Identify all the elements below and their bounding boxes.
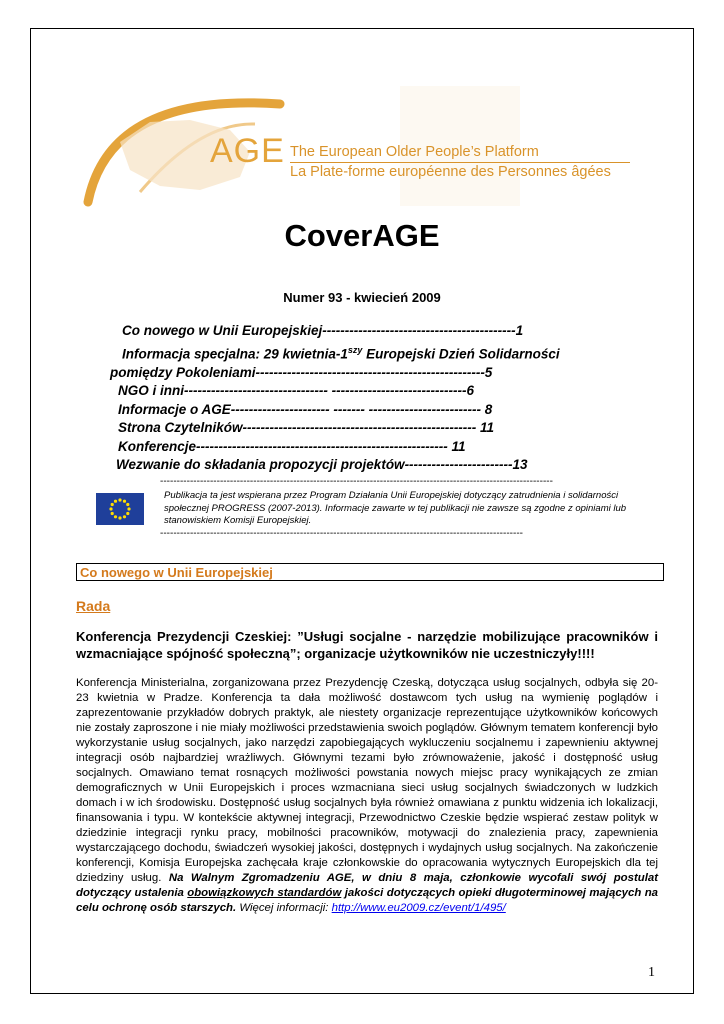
age-logo-word: AGE [210, 132, 285, 170]
issue-number: Numer 93 - kwiecień 2009 [283, 290, 441, 305]
more-info-link[interactable]: http://www.eu2009.cz/event/1/495/ [331, 902, 506, 914]
tagline-rule [290, 162, 630, 163]
subsection-title: Rada [76, 598, 111, 614]
section-header [76, 563, 664, 581]
highlight-underlined: obowiązkowych standardów [187, 887, 342, 899]
section-title: Co nowego w Unii Europejskiej [80, 565, 273, 580]
highlight-part2: jakości dotyczących opieki długoterminowej mających na celu ochronę osób starszych. [76, 887, 658, 914]
page-number: 1 [648, 965, 655, 980]
eu-stars-icon [96, 493, 144, 525]
toc-item-special[interactable] [110, 341, 650, 364]
tagline-french: La Plate-forme européenne des Personnes âgées [290, 164, 611, 180]
article-body [76, 676, 658, 916]
tagline-english: The European Older People’s Platform [290, 144, 539, 160]
toc-special-prefix: Informacja specjalna: 29 kwietnia-1 [122, 346, 348, 361]
divider-bottom: ------------------------------------------------------------------------------------------------------------- [160, 528, 523, 539]
toc-item[interactable]: Co nowego w Unii Europejskiej-------------------------------------------1 [122, 323, 524, 338]
toc-item[interactable]: Konferencje-------------------------------------------------------- 11 [118, 438, 466, 454]
newsletter-title: CoverAGE [284, 218, 440, 253]
toc-item[interactable]: Informacje o AGE---------------------- ------- ------------------------- 8 [118, 401, 493, 417]
toc-special-suffix: Europejski Dzień Solidarności [362, 346, 560, 361]
eu-flag-icon [96, 493, 144, 525]
funding-disclaimer: Publikacja ta jest wspierana przez Program Działania Unii Europejskiej dotyczący zatrudnienia i solidarności społecznej PROGRESS (2007-2013). Informacje zawarte w tej publikacji nie zawsze są zgodne z opiniami lub stanowiskiem Komisji Europejskiej. [164, 490, 627, 526]
more-info-label: Więcej informacji: [236, 902, 332, 914]
toc-item[interactable]: Strona Czytelników---------------------------------------------------- 11 [118, 420, 495, 435]
toc-item[interactable]: Wezwanie do składania propozycji projektów------------------------13 [116, 457, 528, 472]
toc-item[interactable]: pomiędzy Pokoleniami---------------------------------------------------5 [110, 364, 493, 380]
highlight-part1: Na Walnym Zgromadzeniu AGE, w dniu 8 maja, członkowie wycofali swój postulat dotyczący ustalenia [76, 872, 658, 899]
article-text: Konferencja Ministerialna, zorganizowana przez Prezydencję Czeską, dotycząca usług socjalnych, odbyła się 20-23 kwietnia w Pradze. Konferencja ta dała możliwość dostawcom tych usług na wymienię poglądów i zaprezentowanie przykładów dobrych praktyk, ale niestety organizacje reprezentujące użytkowników końcowych nie zostały zaproszone i nie miały możliwości przedstawienia swoich poglądów. Głównym tematem konferencji było wykorzystanie usług socjalnych, jako narzędzi zapobiegających wykluczeniu socjalnemu i zapewnieniu aktywnej integracji osób najbardziej wrażliwych. Głównymi tezami było zrównoważenie, jakość i dostępność usług socjalnych. Omawiano temat rosnących możliwości powstania nowych miejsc pracy wynikających ze zmian demograficznych w Unii Europejskich i proces wzmacniana sieci usług socjalnych świadczonych w ludzkich domach i w ich środowisku. Dostępność usług socjalnych była również omawiana z punktu widzenia ich lokalizacji, finansowania i typu. W kontekście aktywnej integracji, Przewodnictwo Czeskie będzie wspierać zestaw polityk w dziedzinie integracji rynku pracy, mobilności pracowników, motywacji do znalezienia pracy, zapewnienia wystarczającego dochodu, świadczeń wysokiej jakości, dostępnych i wydajnych usług socjalnych. Na zakończenie konferencji, Komisja Europejska zachęcała kraje członkowskie do opracowania wytycznych Europejskich dla tej dziedziny usług. [76, 677, 658, 884]
divider-top: ---------------------------------------------------------------------------------------------------------------------- [160, 476, 553, 487]
table-of-contents [110, 322, 650, 475]
toc-item[interactable]: NGO i inni-------------------------------- ------------------------------6 [118, 383, 474, 398]
toc-special-sup: szy [347, 344, 363, 355]
age-logo [80, 82, 640, 212]
article-headline: Konferencja Prezydencji Czeskiej: ”Usługi socjalne - narzędzie mobilizujące pracowników i wzmacniające spójność społeczną”; organizacje użytkowników nie uczestniczyły!!!! [76, 629, 658, 661]
